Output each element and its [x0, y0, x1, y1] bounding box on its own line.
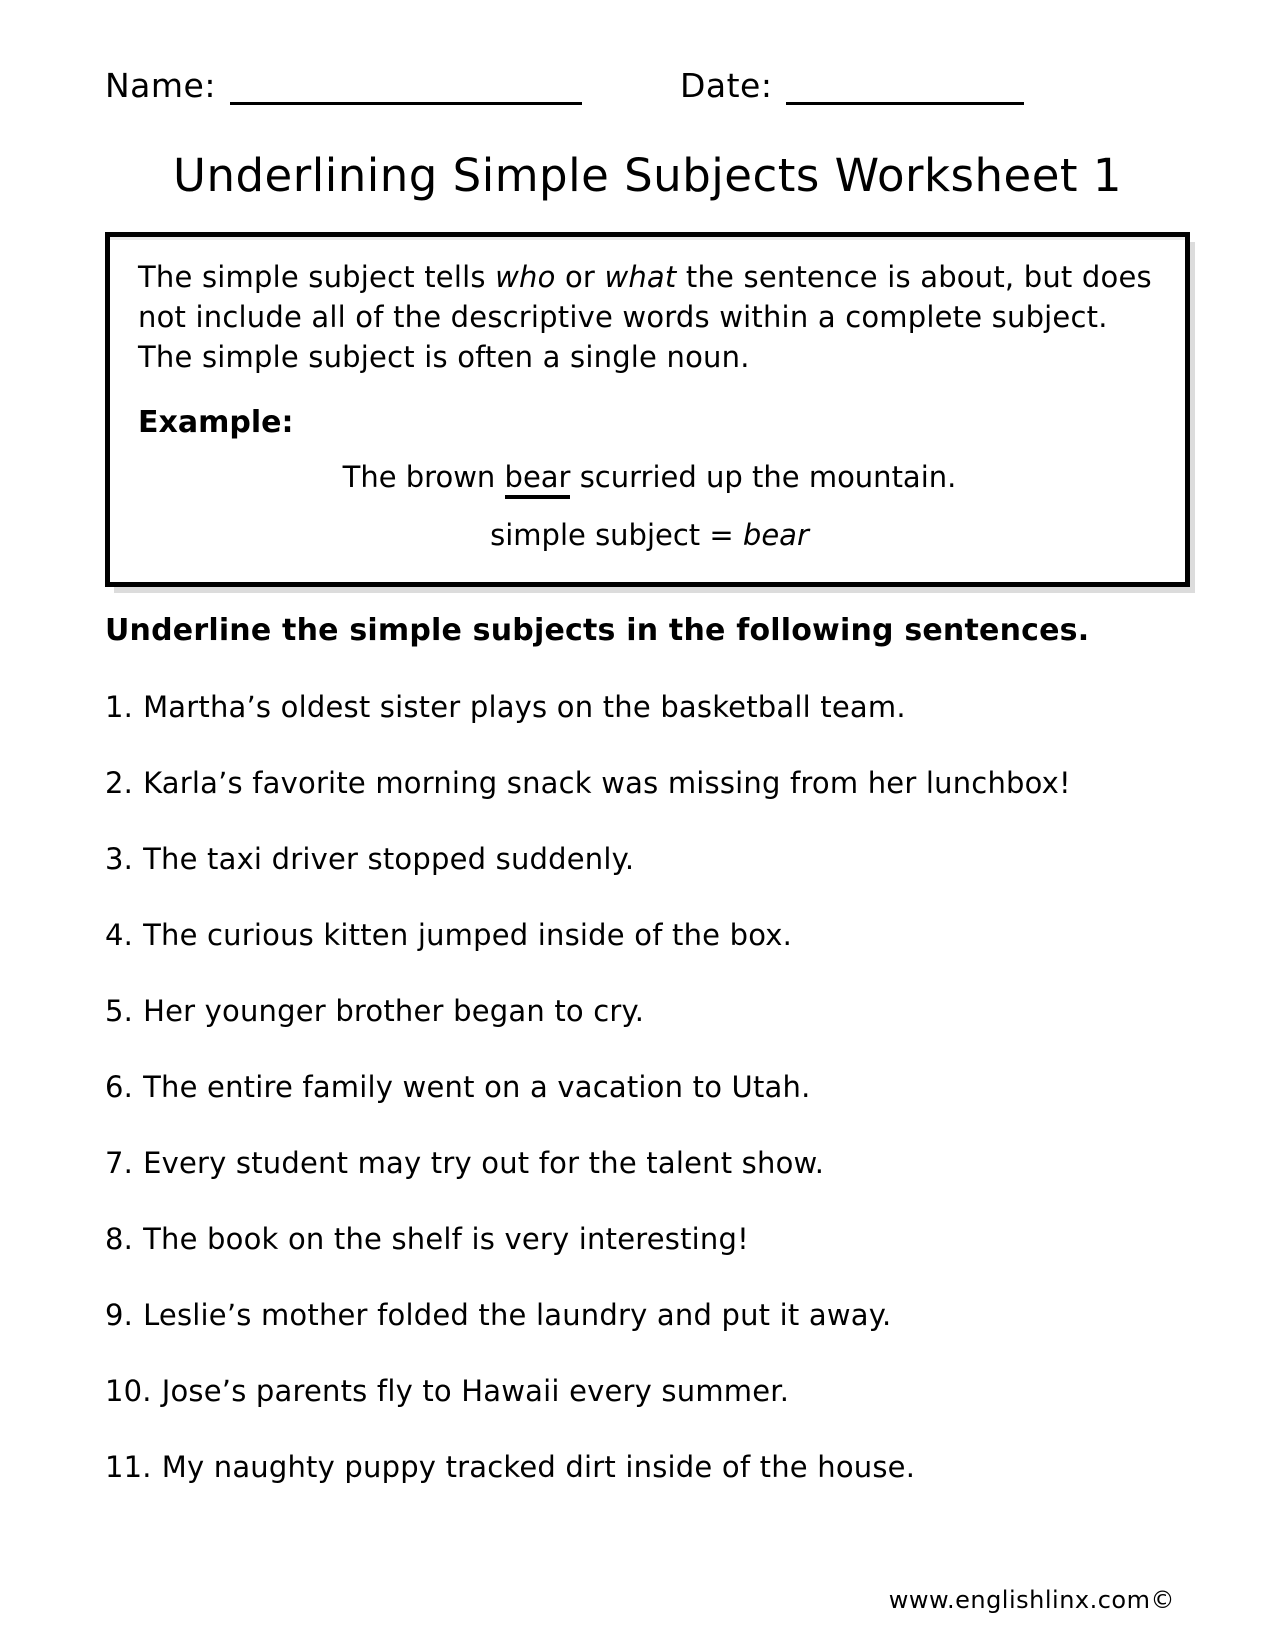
sentence-item-6	[105, 1070, 1190, 1104]
item-number: 6.	[105, 1070, 134, 1104]
text-segment: or	[555, 260, 605, 294]
item-text: Karla’s favorite morning snack was missing from her lunchbox!	[143, 766, 1071, 800]
item-text: The taxi driver stopped suddenly.	[143, 842, 635, 876]
text-segment: bear	[742, 518, 809, 552]
item-text: Her younger brother began to cry.	[143, 994, 645, 1028]
item-text: Jose’s parents fly to Hawaii every summer.	[161, 1374, 790, 1408]
sentence-list	[105, 690, 1190, 1484]
sentence-item-8	[105, 1222, 1190, 1256]
item-number: 2.	[105, 766, 134, 800]
item-text: Every student may try out for the talent show.	[143, 1146, 825, 1180]
sentence-item-7	[105, 1146, 1190, 1180]
name-label: Name:	[105, 66, 216, 105]
item-text: The entire family went on a vacation to Utah.	[143, 1070, 811, 1104]
item-number: 1.	[105, 690, 134, 724]
example-answer	[138, 518, 1161, 552]
text-segment: The simple subject tells	[138, 260, 496, 294]
text-segment: scurried up the mountain.	[570, 460, 957, 494]
item-number: 10.	[105, 1374, 152, 1408]
item-number: 4.	[105, 918, 134, 952]
sentence-item-2	[105, 766, 1190, 800]
sentence-item-10	[105, 1374, 1190, 1408]
item-text: My naughty puppy tracked dirt inside of the house.	[161, 1450, 916, 1484]
footer-url: www.englishlinx.com©	[888, 1586, 1175, 1614]
item-text: The book on the shelf is very interesting!	[143, 1222, 749, 1256]
sentence-item-3	[105, 842, 1190, 876]
item-text: The curious kitten jumped inside of the box.	[143, 918, 793, 952]
item-number: 11.	[105, 1450, 152, 1484]
sentence-item-9	[105, 1298, 1190, 1332]
definition-box	[105, 232, 1190, 587]
item-number: 3.	[105, 842, 134, 876]
definition-paragraph	[138, 257, 1161, 377]
sentence-item-11	[105, 1450, 1190, 1484]
item-number: 7.	[105, 1146, 134, 1180]
item-text: Leslie’s mother folded the laundry and put it away.	[143, 1298, 892, 1332]
date-label: Date:	[679, 66, 773, 105]
date-field	[680, 66, 1025, 105]
sentence-item-1	[105, 690, 1190, 724]
text-segment: bear	[505, 460, 571, 499]
date-blank-line[interactable]	[786, 70, 1024, 105]
item-number: 8.	[105, 1222, 134, 1256]
name-field	[105, 66, 582, 105]
example-sentence	[138, 460, 1161, 494]
example-label: Example:	[138, 405, 294, 440]
name-blank-line[interactable]	[230, 70, 582, 105]
page-title: Underlining Simple Subjects Worksheet 1	[173, 149, 1122, 202]
text-segment: The brown	[342, 460, 505, 494]
item-number: 9.	[105, 1298, 134, 1332]
instructions: Underline the simple subjects in the following sentences.	[105, 613, 1090, 648]
text-segment: simple subject =	[490, 518, 743, 552]
text-segment: the sentence is about, but does not include all of the descriptive words within a complete subject. The simple subject is often a single noun.	[138, 260, 1152, 374]
text-segment: who	[495, 260, 556, 294]
header	[105, 66, 1190, 105]
item-text: Martha’s oldest sister plays on the basketball team.	[143, 690, 906, 724]
item-number: 5.	[105, 994, 134, 1028]
text-segment: what	[604, 260, 677, 294]
sentence-item-5	[105, 994, 1190, 1028]
sentence-item-4	[105, 918, 1190, 952]
